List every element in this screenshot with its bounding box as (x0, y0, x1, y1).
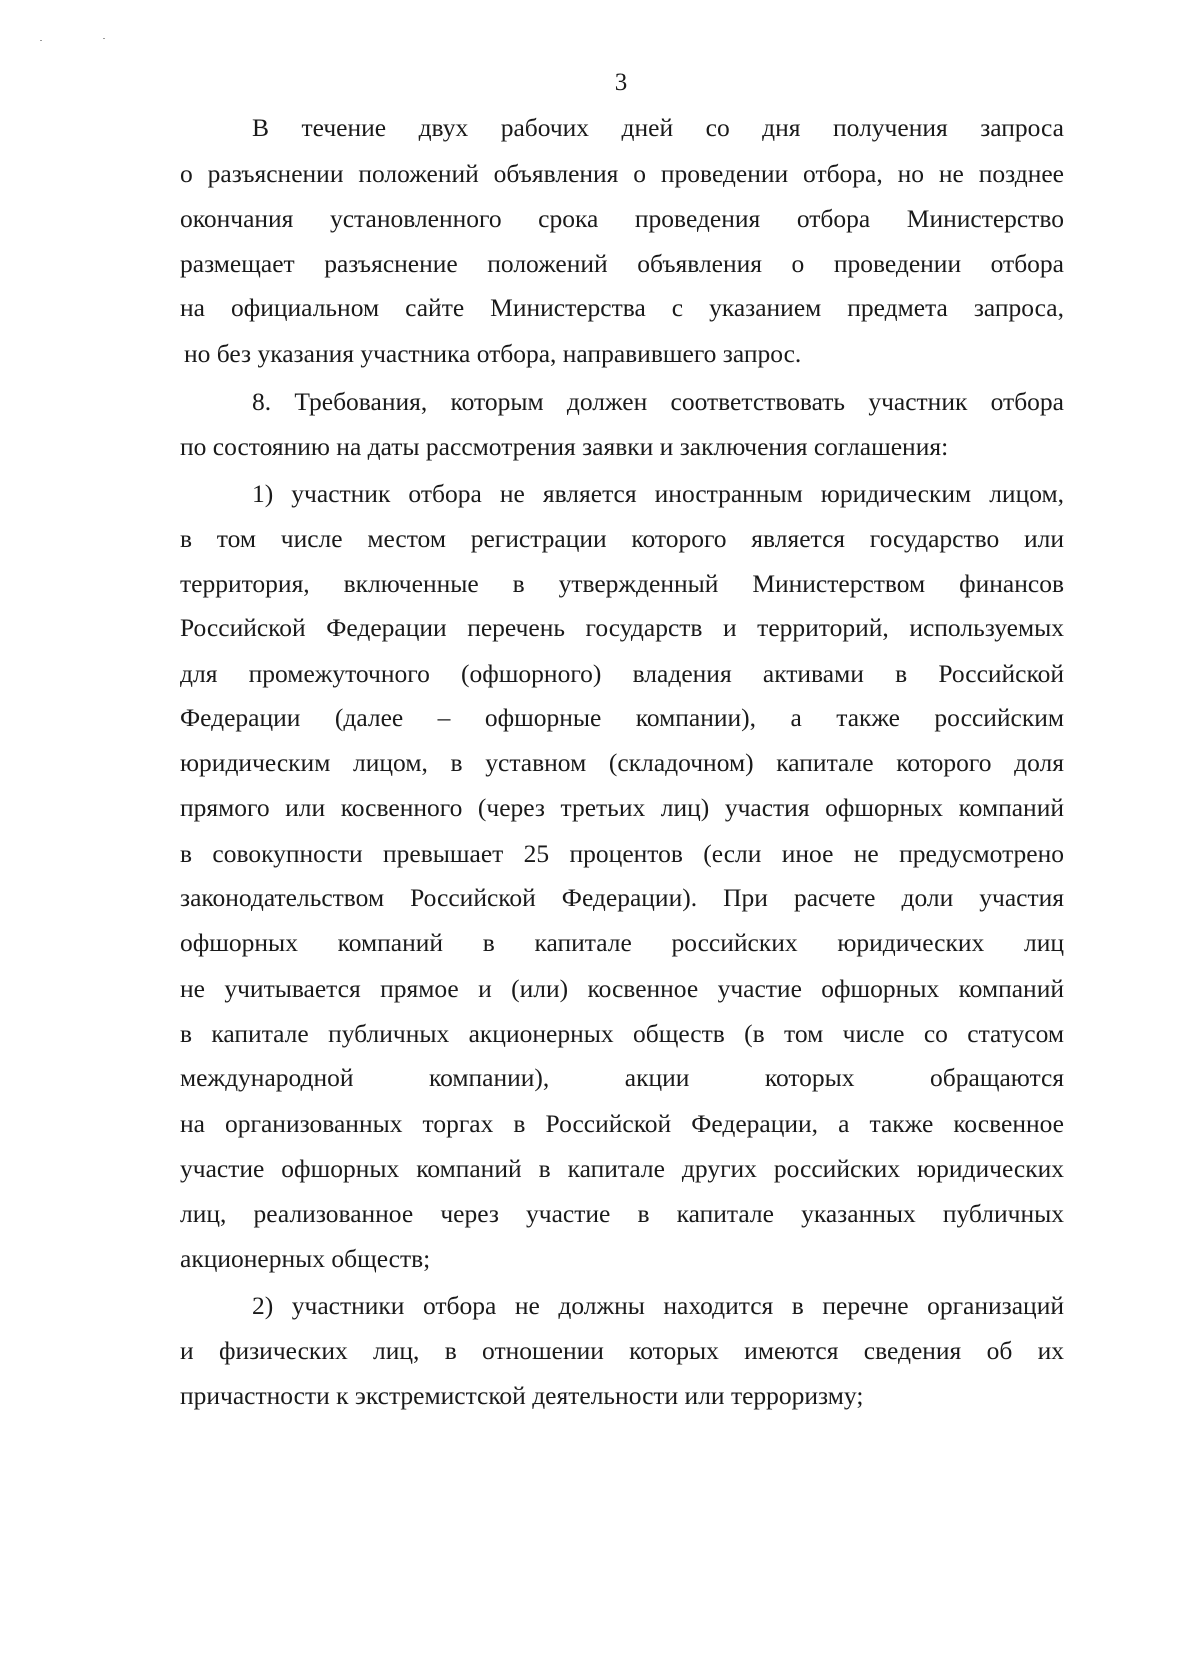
paragraph-3-line-6: Федерации (далее – офшорные компании), а также российским (180, 703, 1064, 732)
page-number: 3 (614, 69, 628, 96)
paragraph-2-line-2: по состоянию на даты рассмотрения заявки и заключения соглашения: (180, 432, 949, 461)
scan-speck (103, 38, 105, 39)
paragraph-1-line-2: о разъяснении положений объявления о проведении отбора, но не позднее (180, 159, 1064, 188)
paragraph-3-line-13: в капитале публичных акционерных обществ (в том числе со статусом (180, 1019, 1064, 1048)
paragraph-3-line-8: прямого или косвенного (через третьих лиц) участия офшорных компаний (180, 793, 1064, 822)
paragraph-3-line-18: акционерных обществ; (180, 1244, 431, 1273)
paragraph-3-line-9: в совокупности превышает 25 процентов (если иное не предусмотрено (180, 839, 1064, 868)
paragraph-3-line-16: участие офшорных компаний в капитале других российских юридических (180, 1154, 1064, 1183)
paragraph-1-line-4: размещает разъяснение положений объявления о проведении отбора (180, 249, 1064, 278)
paragraph-3-line-15: на организованных торгах в Российской Федерации, а также косвенное (180, 1109, 1064, 1138)
paragraph-3-line-17: лиц, реализованное через участие в капитале указанных публичных (180, 1199, 1064, 1228)
paragraph-3-line-2: в том числе местом регистрации которого является государство или (180, 524, 1064, 553)
scan-speck (40, 40, 42, 41)
paragraph-3-line-10: законодательством Российской Федерации). При расчете доли участия (180, 883, 1064, 912)
paragraph-4-line-2: и физических лиц, в отношении которых имеются сведения об их (180, 1336, 1064, 1365)
paragraph-3-line-14: международной компании), акции которых обращаются (180, 1063, 1064, 1092)
paragraph-3-line-3: территория, включенные в утвержденный Министерством финансов (180, 569, 1064, 598)
paragraph-3-line-4: Российской Федерации перечень государств и территорий, используемых (180, 613, 1064, 642)
paragraph-4-line-3: причастности к экстремистской деятельности или терроризму; (180, 1381, 864, 1410)
paragraph-1-line-6: но без указания участника отбора, направившего запрос. (184, 339, 802, 368)
paragraph-3-line-1: 1) участник отбора не является иностранным юридическим лицом, (252, 479, 1064, 508)
paragraph-3-line-11: офшорных компаний в капитале российских юридических лиц (180, 928, 1064, 957)
paragraph-2-line-1: 8. Требования, которым должен соответствовать участник отбора (252, 387, 1064, 416)
paragraph-1-line-1: В течение двух рабочих дней со дня получения запроса (252, 113, 1064, 142)
paragraph-3-line-7: юридическим лицом, в уставном (складочном) капитале которого доля (180, 748, 1064, 777)
paragraph-4-line-1: 2) участники отбора не должны находится в перечне организаций (252, 1291, 1064, 1320)
paragraph-3-line-5: для промежуточного (офшорного) владения активами в Российской (180, 659, 1064, 688)
paragraph-1-line-5: на официальном сайте Министерства с указанием предмета запроса, (180, 293, 1064, 322)
paragraph-3-line-12: не учитывается прямое и (или) косвенное участие офшорных компаний (180, 974, 1064, 1003)
paragraph-1-line-3: окончания установленного срока проведения отбора Министерство (180, 204, 1064, 233)
